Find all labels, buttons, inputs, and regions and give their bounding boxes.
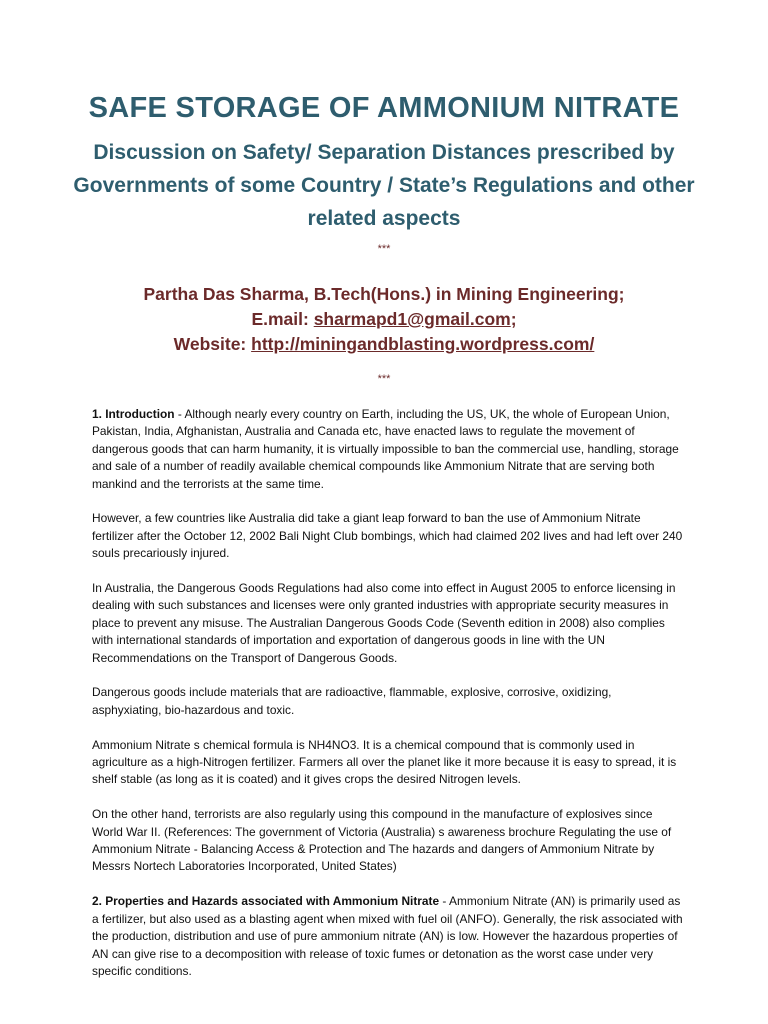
paragraph-introduction <box>92 406 684 493</box>
paragraph-dangerous-goods <box>92 684 684 719</box>
paragraph-regulations <box>92 580 684 667</box>
separator-bottom: *** <box>377 373 391 385</box>
document-title: SAFE STORAGE OF AMMONIUM NITRATE <box>88 92 680 124</box>
email-suffix: ; <box>510 309 517 329</box>
paragraph-text: However, a few countries like Australia did take a giant leap forward to ban the use of Ammonium Nitrate fertilizer after the October 12, 2002 Bali Night Club bombings, which had claimed 202 lives and had left over 240 souls precariously injured. <box>92 511 683 561</box>
paragraph-australia-ban <box>92 510 684 562</box>
paragraph-text: Dangerous goods include materials that are radioactive, flammable, explosive, corrosive, oxidizing, asphyxiating, bio-hazardous and toxic. <box>92 685 612 717</box>
author-name: Partha Das Sharma, B.Tech(Hons.) in Mining Engineering; <box>143 284 625 304</box>
author-block <box>0 282 768 357</box>
website-link[interactable]: http://miningandblasting.wordpress.com/ <box>251 334 595 354</box>
document-body <box>92 406 684 998</box>
paragraph-terrorists <box>92 806 684 876</box>
paragraph-text: - Although nearly every country on Earth, including the US, UK, the whole of European Union, Pakistan, India, Afghanistan, Australia and Canada etc, have enacted laws to regulate the movement of dangerous goods that can harm humanity, it is virtually impossible to ban the commercial use, handling, storage and sale of a number of readily available chemical compounds like Ammonium Nitrate that are serving both mankind and the terrorists at the same time. <box>92 407 679 491</box>
website-line <box>0 332 768 357</box>
paragraph-text: In Australia, the Dangerous Goods Regulations had also come into effect in August 2005 to enforce licensing in dealing with such substances and licenses were only granted industries with appropriate security measures in place to prevent any misuse. The Australian Dangerous Goods Code (Seventh edition in 2008) also complies with international standards of importation and exportation of dangerous goods in line with the UN Recommendations on the Transport of Dangerous Goods. <box>92 581 676 665</box>
email-line <box>0 307 768 332</box>
website-label: Website: <box>173 334 252 354</box>
paragraph-text: On the other hand, terrorists are also regularly using this compound in the manufacture of explosives since World War II. (References: The government of Victoria (Australia) s awareness brochure Regulating the use of Ammonium Nitrate - Balancing Access & Protection and The hazards and dangers of Ammonium Nitrate by Messrs Nortech Laboratories Incorporated, United States) <box>92 807 672 874</box>
section-heading: 1. Introduction <box>92 407 175 421</box>
paragraph-text: Ammonium Nitrate s chemical formula is NH4NO3. It is a chemical compound that is commonly used in agriculture as a high-Nitrogen fertilizer. Farmers all over the planet like it more because it is easy to spread, it is shelf stable (as long as it is coated) and it gives crops the desired Nitrogen levels. <box>92 737 677 787</box>
paragraph-properties <box>92 893 684 980</box>
email-link[interactable]: sharmapd1@gmail.com <box>313 309 511 329</box>
email-label: E.mail: <box>251 309 314 329</box>
section-heading: 2. Properties and Hazards associated with Ammonium Nitrate <box>92 894 440 909</box>
paragraph-chemical-formula <box>92 737 684 789</box>
paragraph-text: - Ammonium Nitrate (AN) is primarily used as a fertilizer, but also used as a blasting agent when mixed with fuel oil (ANFO). Generally, the risk associated with the production, distribution and use of pure ammonium nitrate (AN) is low. However the hazardous properties of AN can give rise to a decomposition with release of toxic fumes or detonation as the worst case under very specific conditions. <box>92 894 683 978</box>
document-subtitle: Discussion on Safety/ Separation Distances prescribed by Governments of some Country / State’s Regulations and other related aspects <box>73 141 695 230</box>
separator-top: *** <box>377 243 391 255</box>
